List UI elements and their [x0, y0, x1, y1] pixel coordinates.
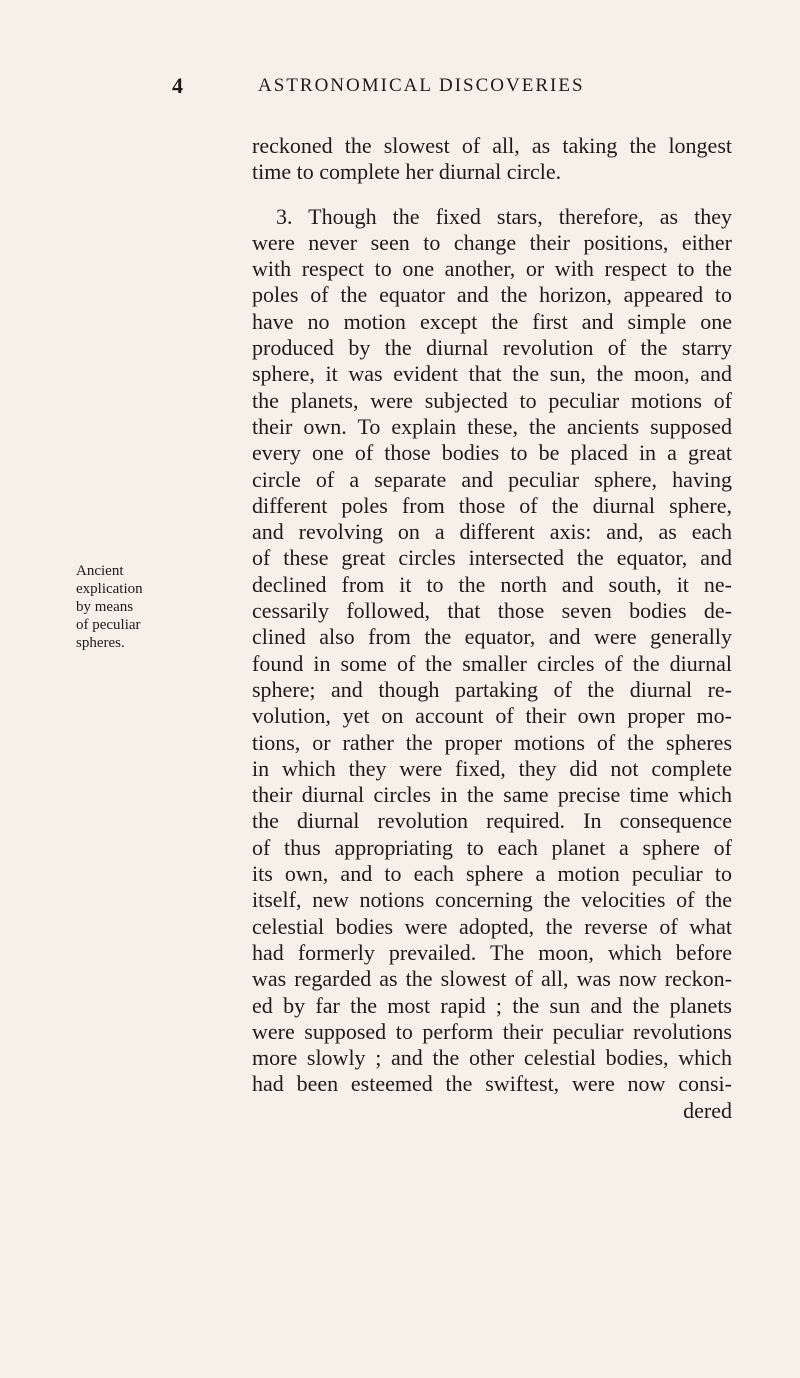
body-text	[252, 133, 732, 1124]
text-line: tions, or rather the proper motions of the spheres	[252, 729, 732, 755]
text-line: with respect to one another, or with respect to the	[252, 256, 732, 282]
paragraph	[252, 204, 732, 1124]
margin-note-line: explication	[76, 581, 143, 597]
text-line: reckoned the slowest of all, as taking the longest	[252, 133, 732, 158]
text-line: volution, yet on account of their own proper mo-	[252, 703, 732, 729]
text-line: circle of a separate and peculiar sphere, having	[252, 466, 732, 492]
margin-note-line: of peculiar	[76, 617, 141, 633]
paragraph	[252, 133, 732, 186]
text-line: different poles from those of the diurnal sphere,	[252, 492, 732, 518]
text-line: sphere, it was evident that the sun, the moon, and	[252, 361, 732, 387]
text-line: of these great circles intersected the equator, and	[252, 545, 732, 571]
text-line: had formerly prevailed. The moon, which before	[252, 939, 732, 965]
running-head: ASTRONOMICAL DISCOVERIES	[258, 75, 585, 96]
text-line: itself, new notions concerning the velocities of the	[252, 887, 732, 913]
text-line: cessarily followed, that those seven bodies de-	[252, 598, 732, 624]
text-line: were supposed to perform their peculiar revolutions	[252, 1018, 732, 1044]
text-line: the diurnal revolution required. In consequence	[252, 808, 732, 834]
text-line: their own. To explain these, the ancients supposed	[252, 413, 732, 439]
page-header	[0, 66, 800, 106]
text-line: and revolving on a different axis: and, as each	[252, 519, 732, 545]
text-line: was regarded as the slowest of all, was now reckon-	[252, 966, 732, 992]
text-line: have no motion except the first and simple one	[252, 308, 732, 334]
text-line: poles of the equator and the horizon, appeared to	[252, 282, 732, 308]
text-line: found in some of the smaller circles of the diurnal	[252, 650, 732, 676]
text-line: the planets, were subjected to peculiar motions of	[252, 387, 732, 413]
text-line: produced by the diurnal revolution of the starry	[252, 335, 732, 361]
text-line: ed by far the most rapid ; the sun and the planets	[252, 992, 732, 1018]
text-line: of thus appropriating to each planet a sphere of	[252, 834, 732, 860]
margin-note-line: spheres.	[76, 635, 125, 651]
margin-note-line: Ancient	[76, 563, 124, 579]
text-line: every one of those bodies to be placed in a great	[252, 440, 732, 466]
text-line: time to complete her diurnal circle.	[252, 159, 562, 185]
text-line: more slowly ; and the other celestial bodies, which	[252, 1045, 732, 1071]
text-line: had been esteemed the swiftest, were now consi-	[252, 1071, 732, 1097]
text-line: its own, and to each sphere a motion peculiar to	[252, 861, 732, 887]
text-line: clined also from the equator, and were generally	[252, 624, 732, 650]
text-line: celestial bodies were adopted, the reverse of what	[252, 913, 732, 939]
text-line: were never seen to change their positions, either	[252, 229, 732, 255]
catchword: dered	[683, 1097, 732, 1123]
text-line: their diurnal circles in the same precise time which	[252, 782, 732, 808]
text-line: 3. Though the fixed stars, therefore, as they	[276, 203, 732, 229]
margin-note-line: by means	[76, 599, 134, 615]
text-line: in which they were fixed, they did not complete	[252, 755, 732, 781]
text-line: declined from it to the north and south, it ne-	[252, 571, 732, 597]
text-line: sphere; and though partaking of the diurnal re-	[252, 676, 732, 702]
margin-note	[76, 562, 176, 652]
page-number: 4	[172, 73, 183, 98]
